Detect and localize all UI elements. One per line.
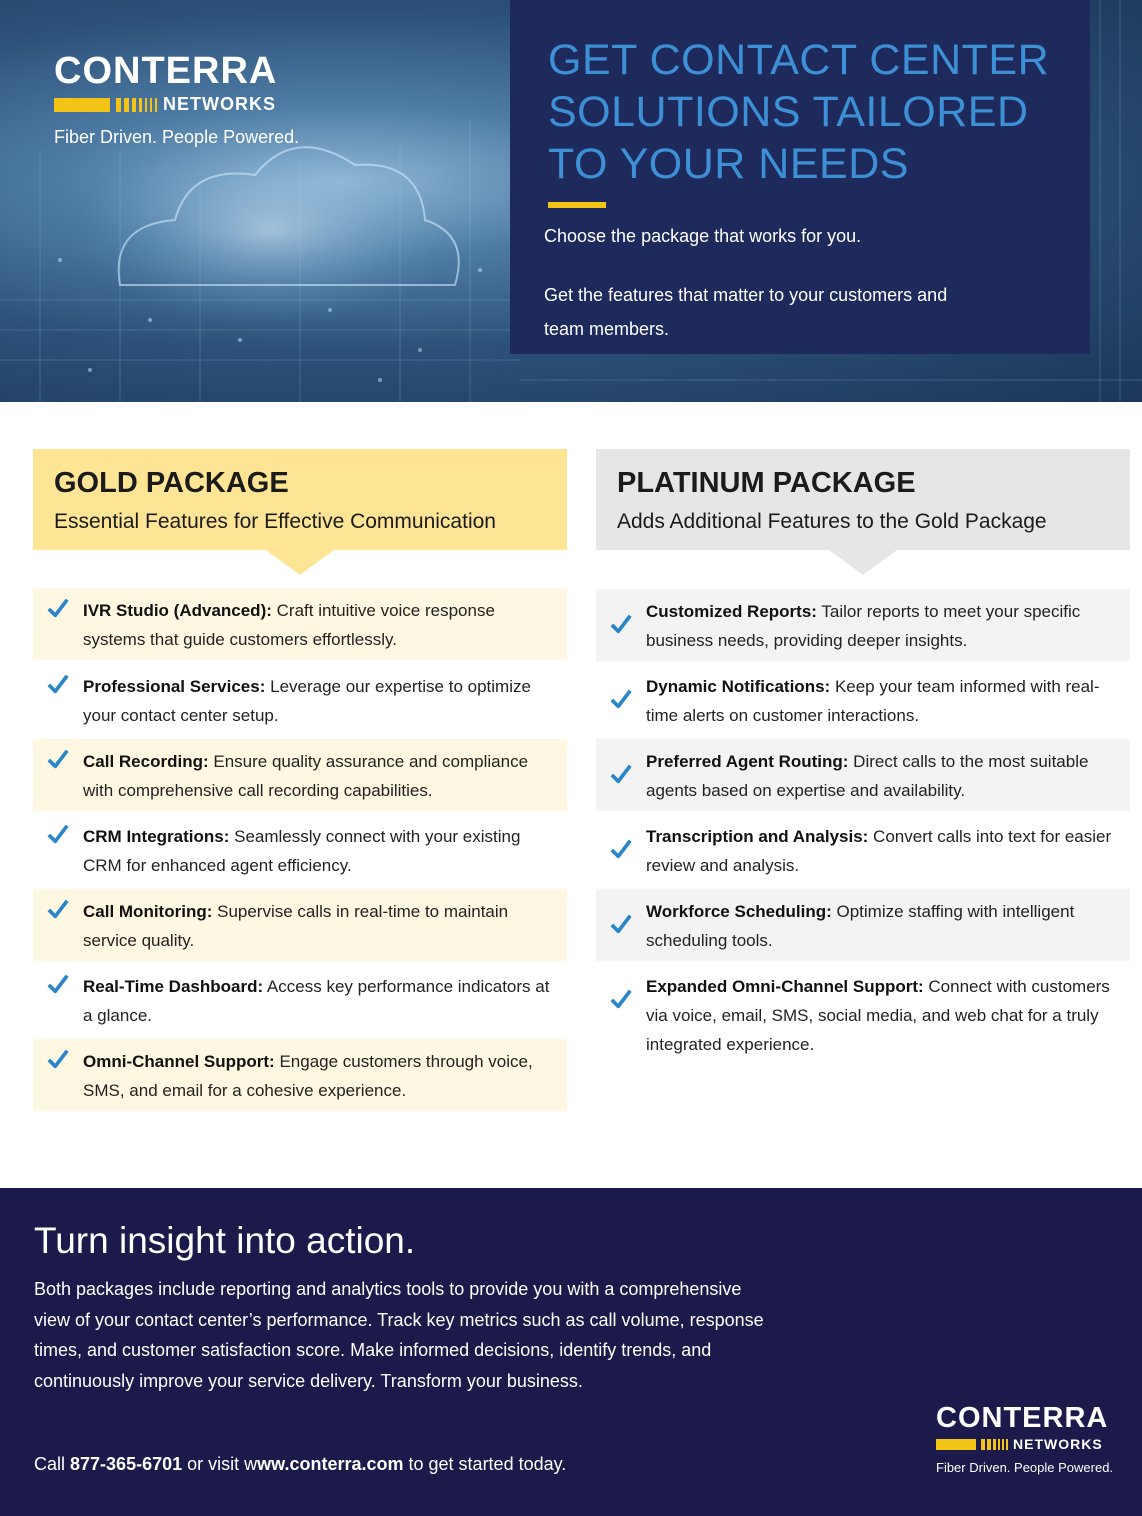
checkmark-icon (610, 988, 632, 1010)
feature-title: Dynamic Notifications: (646, 677, 831, 696)
platinum-package-title: PLATINUM PACKAGE (617, 467, 916, 499)
hero-banner (0, 0, 1142, 402)
feature-description: Convert calls into text for easier review and analysis. (646, 827, 1112, 875)
logo-bar (936, 1436, 1113, 1452)
feature-title: CRM Integrations: (83, 827, 230, 846)
conterra-logo (54, 52, 299, 148)
feature-title: Preferred Agent Routing: (646, 752, 849, 771)
platinum-feature-item (596, 814, 1130, 886)
feature-description: Connect with customers via voice, email, SMS, social media, and web chat for a truly integrated experience. (646, 977, 1110, 1054)
checkmark-icon (610, 613, 632, 635)
logo-wordmark: CONTERRA (54, 50, 278, 92)
gold-header-arrow (266, 550, 334, 575)
checkmark-icon (47, 673, 69, 695)
footer-title: Turn insight into action. (34, 1220, 416, 1261)
logo-wordmark: CONTERRA (936, 1402, 1109, 1434)
hero-line-2: Get the features that matter to your customers and team members. (544, 285, 948, 339)
platinum-feature-item (596, 739, 1130, 811)
checkmark-icon (47, 973, 69, 995)
checkmark-icon (610, 763, 632, 785)
footer (0, 1188, 1142, 1516)
platinum-feature-item (596, 589, 1130, 661)
platinum-package-header (596, 449, 1130, 550)
feature-title: Professional Services: (83, 677, 266, 696)
logo-bar (54, 94, 299, 115)
footer-body: Both packages include reporting and analytics tools to provide you with a comprehensive view of your contact center’s performance. Track key metrics such as call volume, response times, and customer satisfaction score. Make informed decisions, identify trends, and continuously improve your service delivery. Transform your business. (34, 1279, 764, 1391)
phone-link[interactable]: 877-365-6701 (70, 1454, 183, 1474)
footer-cta (34, 1454, 566, 1475)
feature-description: Tailor reports to meet your specific business needs, providing deeper insights. (646, 602, 1081, 650)
logo-networks: NETWORKS (1013, 1436, 1103, 1452)
hero-title: GET CONTACT CENTER SOLUTIONS TAILORED TO YOUR NEEDS (548, 36, 1050, 188)
feature-title: Call Monitoring: (83, 902, 213, 921)
checkmark-icon (610, 838, 632, 860)
platinum-feature-item (596, 889, 1130, 961)
logo-tagline: Fiber Driven. People Powered. (54, 127, 300, 147)
gold-feature-item (33, 1039, 567, 1111)
feature-title: IVR Studio (Advanced): (83, 601, 272, 620)
feature-description: Ensure quality assurance and compliance with comprehensive call recording capabilities. (83, 752, 529, 800)
feature-description: Engage customers through voice, SMS, and email for a cohesive experience. (83, 1052, 533, 1100)
feature-title: Workforce Scheduling: (646, 902, 832, 921)
feature-description: Optimize staffing with intelligent scheduling tools. (646, 902, 1075, 950)
hero-line-1: Choose the package that works for you. (544, 226, 862, 246)
gold-package-header (33, 449, 567, 550)
gold-feature-item (33, 889, 567, 961)
feature-description: Keep your team informed with real-time alerts on customer interactions. (646, 677, 1100, 725)
platinum-feature-item (596, 664, 1130, 736)
feature-title: Transcription and Analysis: (646, 827, 869, 846)
feature-description: Seamlessly connect with your existing CRM for enhanced agent efficiency. (83, 827, 521, 875)
logo-networks: NETWORKS (163, 94, 276, 114)
checkmark-icon (610, 913, 632, 935)
feature-title: Real-Time Dashboard: (83, 977, 264, 996)
feature-description: Craft intuitive voice response systems that guide customers effortlessly. (83, 601, 495, 649)
hero-accent-rule (548, 202, 606, 208)
feature-description: Direct calls to the most suitable agents based on expertise and availability. (646, 752, 1089, 800)
feature-title: Omni-Channel Support: (83, 1052, 275, 1071)
footer-conterra-logo (936, 1404, 1113, 1475)
website-link[interactable]: ww.conterra.com (257, 1454, 404, 1474)
checkmark-icon (47, 898, 69, 920)
feature-title: Expanded Omni-Channel Support: (646, 977, 924, 996)
cta-mid: or visit w (182, 1454, 258, 1474)
feature-description: Access key performance indicators at a glance. (83, 977, 550, 1025)
feature-description: Supervise calls in real-time to maintain service quality. (83, 902, 509, 950)
hero-panel (510, 0, 1090, 354)
gold-feature-item (33, 588, 567, 660)
checkmark-icon (47, 1048, 69, 1070)
cta-prefix: Call (34, 1454, 71, 1474)
gold-feature-item (33, 739, 567, 811)
checkmark-icon (47, 823, 69, 845)
gold-package-subtitle: Essential Features for Effective Communication (54, 510, 496, 533)
platinum-header-arrow (829, 550, 897, 575)
gold-feature-item (33, 964, 567, 1036)
platinum-package-subtitle: Adds Additional Features to the Gold Package (617, 510, 1047, 533)
cta-suffix: to get started today. (403, 1454, 567, 1474)
platinum-feature-item (596, 964, 1130, 1064)
gold-package-title: GOLD PACKAGE (54, 467, 289, 499)
checkmark-icon (47, 597, 69, 619)
feature-title: Call Recording: (83, 752, 209, 771)
logo-tagline: Fiber Driven. People Powered. (936, 1460, 1114, 1475)
checkmark-icon (47, 748, 69, 770)
feature-description: Leverage our expertise to optimize your contact center setup. (83, 677, 531, 725)
gold-feature-item (33, 814, 567, 886)
checkmark-icon (610, 688, 632, 710)
gold-feature-item (33, 664, 567, 736)
feature-title: Customized Reports: (646, 602, 817, 621)
